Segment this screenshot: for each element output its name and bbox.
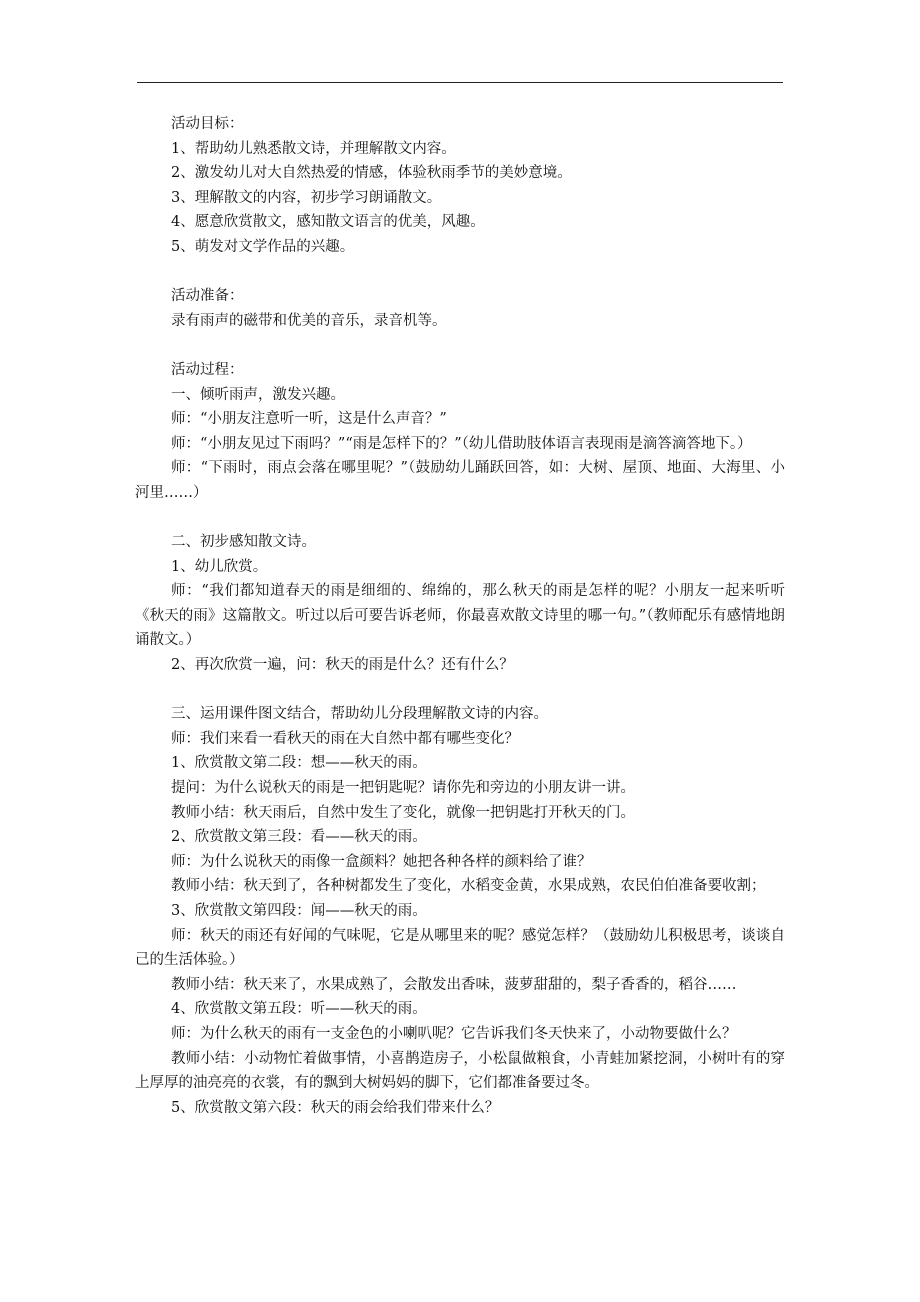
goal-item: 3、理解散文的内容，初步学习朗诵散文。 [171,189,442,206]
part3-line: 教师小结：秋天来了，水果成熟了，会散发出香味，菠萝甜甜的，梨子香香的，稻谷…… [171,976,737,993]
part3-line: 4、欣赏散文第五段：听——秋天的雨。 [171,1001,427,1018]
part3-line: 师：我们来看一看秋天的雨在大自然中都有哪些变化？ [171,730,519,747]
part1-line: 师：“小朋友注意听一听，这是什么声音？” [171,411,447,428]
prep-heading: 活动准备： [171,288,244,305]
goal-item: 4、愿意欣赏散文，感知散文语言的优美，风趣。 [171,214,485,231]
part1-line: 师：“下雨时，雨点会落在哪里呢？”（鼓励幼儿踊跃回答，如：大树、屋顶、地面、大海里、小河里……） [135,460,785,501]
part1-title: 一、倾听雨声，激发兴趣。 [171,386,345,403]
header-rule [137,82,783,83]
part3-line: 3、欣赏散文第四段：闻——秋天的雨。 [171,903,427,919]
part3-line: 1、欣赏散文第二段：想——秋天的雨。 [171,755,427,772]
part3-line: 2、欣赏散文第三段：看——秋天的雨。 [171,829,427,846]
goal-item: 5、萌发对文学作品的兴趣。 [171,238,355,255]
part1-line: 师：“小朋友见过下雨吗？”“雨是怎样下的？”（幼儿借助肢体语言表现雨是滴答滴答地下。） [171,435,752,452]
part3-line: 教师小结：秋天雨后，自然中发生了变化，就像一把钥匙打开秋天的门。 [171,804,635,821]
part3-title: 三、运用课件图文结合，帮助幼儿分段理解散文诗的内容。 [171,706,548,723]
document-body [135,112,785,1120]
part3-line: 师：秋天的雨还有好闻的气味呢，它是从哪里来的呢？感觉怎样？（鼓励幼儿积极思考，谈谈自己的生活体验。） [135,927,785,969]
part3-line: 师：为什么秋天的雨有一支金色的小喇叭呢？它告诉我们冬天快来了，小动物要做什么？ [171,1025,737,1042]
prep-text: 录有雨声的磁带和优美的音乐，录音机等。 [171,312,447,329]
goal-item: 1、帮助幼儿熟悉散文诗，并理解散文内容。 [171,140,456,157]
goals-heading: 活动目标： [171,116,244,132]
process-heading: 活动过程： [171,361,244,378]
goal-item: 2、激发幼儿对大自然热爱的情感，体验秋雨季节的美妙意境。 [171,165,572,182]
part2-line: 1、幼儿欣赏。 [171,558,268,575]
part3-line: 提问：为什么说秋天的雨是一把钥匙呢？请你先和旁边的小朋友讲一讲。 [171,780,635,797]
spacer [135,260,785,285]
part3-line: 教师小结：秋天到了，各种树都发生了变化，水稻变金黄，水果成熟，农民伯伯准备要收割； [171,878,766,895]
spacer [135,678,785,703]
part2-title: 二、初步感知散文诗。 [171,534,316,551]
spacer [135,333,785,358]
part3-line: 教师小结：小动物忙着做事情，小喜鹊造房子，小松鼠做粮食，小青蛙加紧挖洞，小树叶有的穿上厚厚的油亮亮的衣裳，有的飘到大树妈妈的脚下，它们都准备要过冬。 [135,1050,785,1092]
part2-line: 2、再次欣赏一遍，问：秋天的雨是什么？还有什么？ [171,657,514,674]
part3-line: 5、欣赏散文第六段：秋天的雨会给我们带来什么？ [171,1099,500,1116]
part3-line: 师：为什么说秋天的雨像一盒颜料？她把各种各样的颜料给了谁？ [171,853,592,870]
spacer [135,506,785,531]
part2-line: 师：“我们都知道春天的雨是细细的、绵绵的，那么秋天的雨是怎样的呢？小朋友一起来听听《秋天的雨》这篇散文。听过以后可要告诉老师，你最喜欢散文诗里的哪一句。”（教师配乐有感情地朗诵散文。） [135,583,785,649]
